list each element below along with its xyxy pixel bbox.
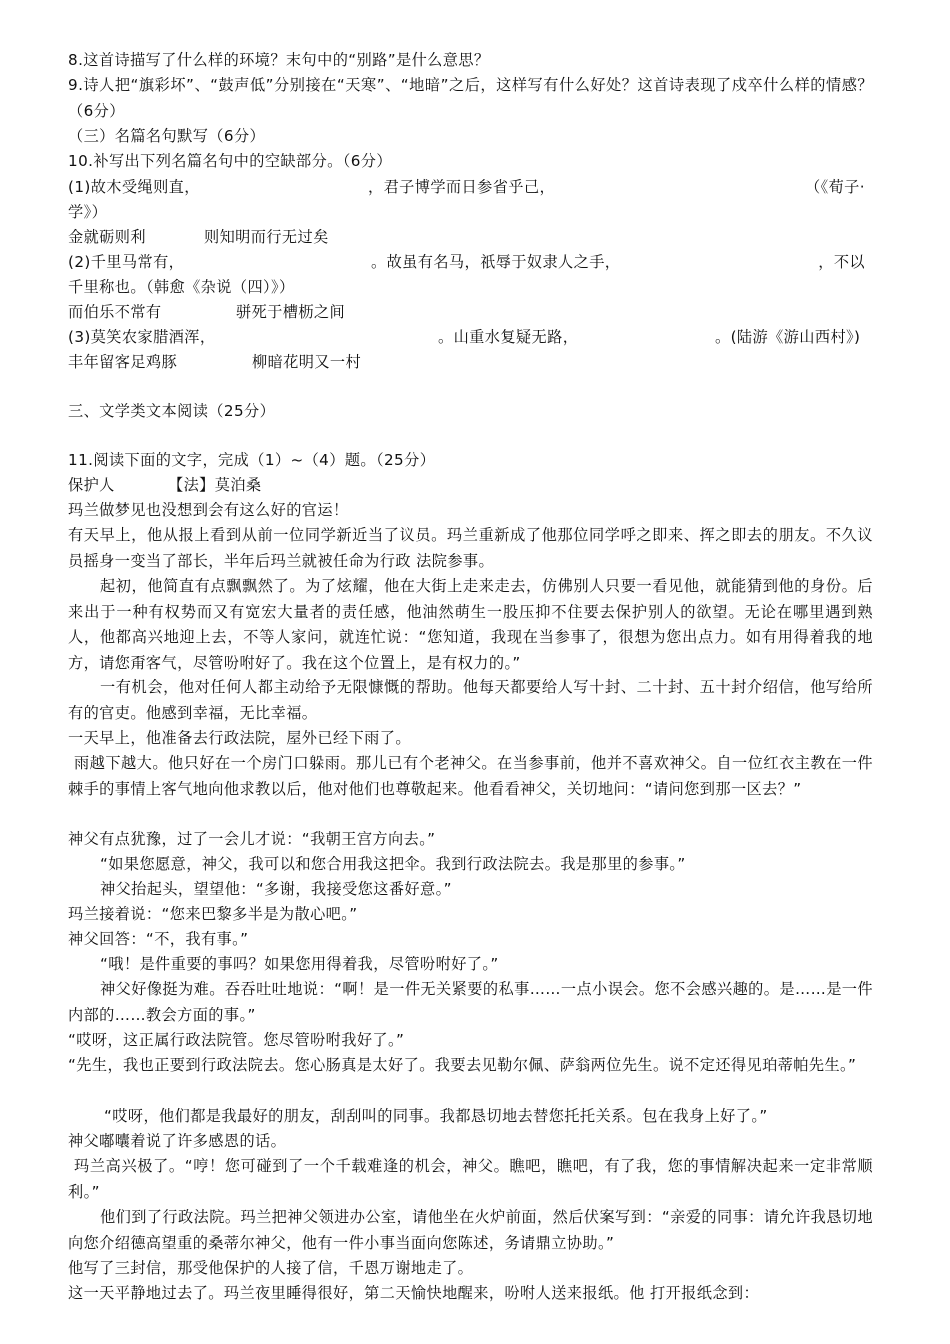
story-paragraph: 他写了三封信，那受他保护的人接了信，千恩万谢地走了。 xyxy=(68,1259,474,1277)
story-paragraph: 起初，他简直有点飘飘然了。为了炫耀，他在大街上走来走去，仿佛别人只要一看见他，就能猜到他的身份。后来出于一种有权势而又有宽宏大量者的责任感，他油然萌生一股压抑不住要去保护别人的欲望。无论在哪里遇到熟人，他都高兴地迎上去，不等人家问，就连忙说：“您知道，我现在当参事了，很想为您出点力。如有用得着我的地方，请您甭客气，尽管吩咐好了。我在这个位置上，是有权力的。” xyxy=(68,577,873,672)
fill-item-2 xyxy=(68,250,873,275)
fill-3-text-a: (3)莫笑农家腊酒浑， xyxy=(68,328,216,346)
fill-3-text-b: 。山重水复疑无路， xyxy=(438,328,579,346)
fill-1-text-b: ，君子博学而日参省乎己， xyxy=(368,178,556,196)
story-paragraph: 神父回答：“不，我有事。” xyxy=(68,930,249,948)
question-9: 9.诗人把“旗彩坏”、“鼓声低”分别接在“天寒”、“地暗”之后，这样写有什么好处？这首诗表现了戍卒什么样的情感？（6分） xyxy=(68,76,873,120)
answer-3-a: 丰年留客足鸡豚 xyxy=(68,353,178,371)
story-paragraph: “如果您愿意，神父，我可以和您合用我这把伞。我到行政法院去。我是那里的参事。” xyxy=(100,855,686,873)
story-paragraph: 神父有点犹豫，过了一会儿才说：“我朝王宫方向去。” xyxy=(68,830,436,848)
answer-2-b: 骈死于槽枥之间 xyxy=(236,303,346,321)
section-3-title: 三、文学类文本阅读（25分） xyxy=(68,402,276,420)
fill-item-3 xyxy=(68,325,873,350)
story-heading xyxy=(68,473,668,498)
story-paragraph: 神父好像挺为难。吞吞吐吐地说：“啊！是一件无关紧要的私事……一点小误会。您不会感兴趣的。是……是一件内部的……教会方面的事。” xyxy=(68,980,873,1024)
story-author: 【法】莫泊桑 xyxy=(168,476,262,494)
story-paragraph: “哦！是件重要的事吗？如果您用得着我，尽管吩咐好了。” xyxy=(100,955,499,973)
story-paragraph: 玛兰做梦见也没想到会有这么好的官运！ xyxy=(68,501,349,519)
fill-2-text-d: 千里称也。（韩愈《杂说（四）》） xyxy=(68,278,295,296)
answer-3-b: 柳暗花明又一村 xyxy=(252,353,362,371)
story-paragraph: 玛兰接着说：“您来巴黎多半是为散心吧。” xyxy=(68,905,358,923)
answer-3 xyxy=(68,350,668,375)
story-paragraph: 神父嘟囔着说了许多感恩的话。 xyxy=(68,1132,287,1150)
fill-1-source-continued: 学》） xyxy=(68,203,108,221)
story-paragraph: 他们到了行政法院。玛兰把神父领进办公室，请他坐在火炉前面，然后伏案写到：“亲爱的同事：请允许我恳切地向您介绍德高望重的桑蒂尔神父，他有一件小事当面向您陈述，务请鼎立协助。” xyxy=(68,1208,873,1252)
answer-2 xyxy=(68,300,668,325)
fill-3-text-c: 。(陆游《游山西村》) xyxy=(715,328,861,346)
question-11: 11.阅读下面的文字，完成（1）~（4）题。（25分） xyxy=(68,451,436,469)
fill-item-1 xyxy=(68,175,873,200)
fill-1-source: （《荀子· xyxy=(805,178,865,196)
question-8: 8.这首诗描写了什么样的环境？末句中的“别路”是什么意思？ xyxy=(68,51,490,69)
story-paragraph: “先生，我也正要到行政法院去。您心肠真是太好了。我要去见勒尔佩、萨翁两位先生。说不定还得见珀蒂帕先生。” xyxy=(68,1056,857,1074)
story-paragraph: 一有机会，他对任何人都主动给予无限慷慨的帮助。他每天都要给人写十封、二十封、五十封介绍信，他写给所有的官吏。他感到幸福，无比幸福。 xyxy=(68,678,873,722)
fill-1-text-a: (1)故木受绳则直， xyxy=(68,178,200,196)
story-paragraph: 这一天平静地过去了。玛兰夜里睡得很好，第二天愉快地醒来，吩咐人送来报纸。他 打开报纸念到： xyxy=(68,1284,760,1302)
story-paragraph: 一天早上，他准备去行政法院，屋外已经下雨了。 xyxy=(68,729,411,747)
story-paragraph: 雨越下越大。他只好在一个房门口躲雨。那儿已有个老神父。在当参事前，他并不喜欢神父。自一位红衣主教在一件棘手的事情上客气地向他求教以后，他对他们也尊敬起来。他看看神父，关切地问：“请问您到那一区去？” xyxy=(68,754,873,798)
story-paragraph: “哎呀，他们都是我最好的朋友，刮刮叫的同事。我都恳切地去替您托托关系。包在我身上好了。” xyxy=(104,1107,768,1125)
story-title: 保护人 xyxy=(68,476,115,494)
question-10: 10.补写出下列名篇名句中的空缺部分。（6分） xyxy=(68,152,392,170)
answer-1-a: 金就砺则利 xyxy=(68,228,146,246)
story-paragraph: 有天早上，他从报上看到从前一位同学新近当了议员。玛兰重新成了他那位同学呼之即来、挥之即去的朋友。不久议员摇身一变当了部长，半年后玛兰就被任命为行政 法院参事。 xyxy=(68,526,873,570)
fill-2-text-c: ，不以 xyxy=(818,253,865,271)
answer-1-b: 则知明而行无过矣 xyxy=(204,228,329,246)
section-fill-in-title: （三）名篇名句默写（6分） xyxy=(68,127,266,145)
fill-2-text-a: (2)千里马常有， xyxy=(68,253,185,271)
answer-2-a: 而伯乐不常有 xyxy=(68,303,162,321)
story-paragraph: 玛兰高兴极了。“哼！您可碰到了一个千载难逢的机会，神父。瞧吧，瞧吧，有了我，您的事情解决起来一定非常顺利。” xyxy=(68,1157,873,1201)
story-paragraph: 神父抬起头，望望他：“多谢，我接受您这番好意。” xyxy=(100,880,452,898)
fill-2-text-b: 。故虽有名马，祇辱于奴隶人之手， xyxy=(371,253,621,271)
answer-1 xyxy=(68,225,668,250)
story-paragraph: “哎呀，这正属行政法院管。您尽管吩咐我好了。” xyxy=(68,1031,405,1049)
